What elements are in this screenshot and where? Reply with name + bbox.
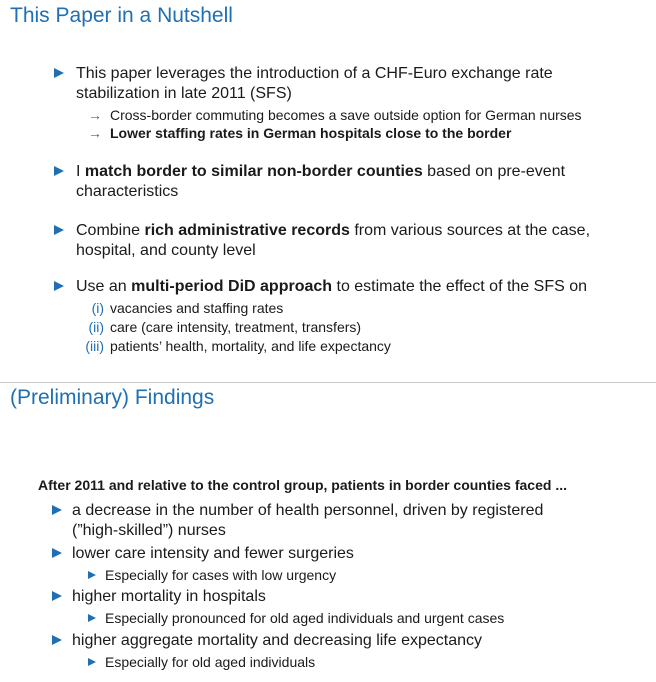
finding-2 xyxy=(52,544,642,564)
bullet-3 xyxy=(54,221,644,261)
emphasis: rich administrative records xyxy=(144,222,350,239)
enum-marker: (iii) xyxy=(85,338,104,354)
bullet-triangle-icon xyxy=(52,591,62,601)
finding-3-sub-text: Especially pronounced for old aged individuals and urgent cases xyxy=(105,610,505,626)
bullet-4 xyxy=(54,277,644,297)
text: based on pre-event xyxy=(422,163,566,180)
bullet-triangle-icon xyxy=(54,225,64,235)
enum-item-3 xyxy=(78,337,638,355)
emphasis: multi-period DiD approach xyxy=(131,278,333,295)
bullet-1-sub-2 xyxy=(88,124,648,142)
text: I xyxy=(76,163,85,180)
section-divider xyxy=(0,382,656,383)
finding-4-sub xyxy=(88,653,648,671)
finding-2-text: lower care intensity and fewer surgeries xyxy=(72,545,354,562)
text: Use an xyxy=(76,278,132,295)
bullet-triangle-icon xyxy=(52,505,62,515)
bullet-triangle-icon xyxy=(52,548,62,558)
finding-3 xyxy=(52,587,642,607)
enum-text: care (care intensity, treatment, transfers) xyxy=(110,319,362,335)
enum-marker: (i) xyxy=(91,300,104,316)
finding-2-sub xyxy=(88,566,648,584)
bullet-triangle-icon xyxy=(54,166,64,176)
finding-1 xyxy=(52,501,642,541)
findings-lead: After 2011 and relative to the control group, patients in border counties faced ... xyxy=(38,477,567,493)
bullet-1-line-1: This paper leverages the introduction of a CHF-Euro exchange rate xyxy=(76,65,553,82)
text: from various sources at the case, xyxy=(349,222,591,239)
sub-bullet-triangle-icon xyxy=(88,571,96,579)
finding-4-sub-text: Especially for old aged individuals xyxy=(105,654,316,670)
emphasis: match border to similar non-border counties xyxy=(84,163,423,180)
bullet-1-sub-1 xyxy=(88,106,648,124)
bullet-1-line-2: stabilization in late 2011 (SFS) xyxy=(76,85,292,102)
bullet-3-line-2: hospital, and county level xyxy=(76,242,256,259)
finding-2-sub-text: Especially for cases with low urgency xyxy=(105,567,337,583)
enum-text: vacancies and staffing rates xyxy=(110,300,284,316)
bullet-triangle-icon xyxy=(54,281,64,291)
sub-bullet-triangle-icon xyxy=(88,658,96,666)
bullet-2-line-2: characteristics xyxy=(76,183,179,200)
finding-4-text: higher aggregate mortality and decreasing life expectancy xyxy=(72,632,483,649)
finding-3-sub xyxy=(88,609,648,627)
text: to estimate the effect of the SFS on xyxy=(332,278,588,295)
section-title-nutshell: This Paper in a Nutshell xyxy=(10,4,233,27)
section-title-findings: (Preliminary) Findings xyxy=(10,386,215,409)
finding-3-text: higher mortality in hospitals xyxy=(72,588,266,605)
enum-item-1 xyxy=(78,299,638,317)
bullet-2 xyxy=(54,162,644,202)
enum-marker: (ii) xyxy=(88,319,104,335)
enum-text: patients’ health, mortality, and life expectancy xyxy=(110,338,391,354)
sub-text: Cross-border commuting becomes a save outside option for German nurses xyxy=(110,107,582,123)
bullet-triangle-icon xyxy=(54,68,64,78)
enum-item-2 xyxy=(78,318,638,336)
finding-4 xyxy=(52,631,642,651)
text: Combine xyxy=(76,222,145,239)
sub-bullet-triangle-icon xyxy=(88,614,96,622)
right-arrow-icon: → xyxy=(88,125,102,141)
finding-1-line-1: a decrease in the number of health personnel, driven by registered xyxy=(72,502,544,519)
right-arrow-icon: → xyxy=(88,107,102,123)
sub-text-bold: Lower staffing rates in German hospitals close to the border xyxy=(110,125,512,141)
finding-1-line-2: (”high-skilled”) nurses xyxy=(72,522,226,539)
bullet-triangle-icon xyxy=(52,635,62,645)
bullet-1 xyxy=(54,64,644,104)
